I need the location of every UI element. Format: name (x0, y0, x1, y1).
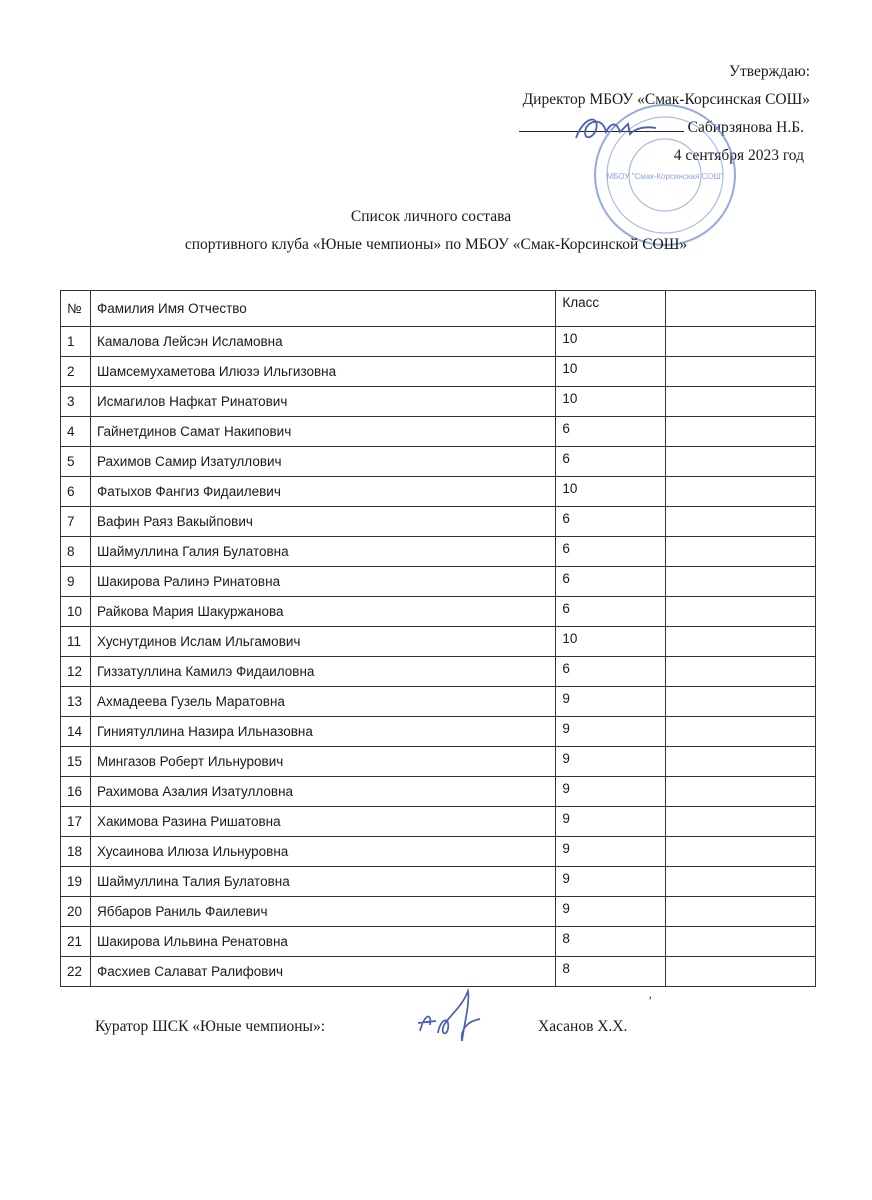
row-class: 9 (556, 687, 666, 717)
approval-date: 4 сентября 2023 год (673, 147, 804, 164)
row-number: 19 (61, 867, 91, 897)
table-row (61, 327, 816, 357)
row-number: 7 (61, 507, 91, 537)
roster-table (60, 290, 816, 987)
pen-mark: ʼ (648, 993, 653, 1008)
row-full-name: Хусаинова Илюза Ильнуровна (90, 837, 555, 867)
row-full-name: Фатыхов Фангиз Фидаилевич (90, 477, 555, 507)
row-empty-cell (666, 417, 816, 447)
row-class: 10 (556, 327, 666, 357)
row-empty-cell (666, 717, 816, 747)
row-empty-cell (666, 477, 816, 507)
row-class: 8 (556, 927, 666, 957)
approval-position: Директор МБОУ «Смак-Корсинская СОШ» (522, 91, 810, 108)
table-row (61, 837, 816, 867)
row-number: 16 (61, 777, 91, 807)
table-row (61, 807, 816, 837)
row-number: 11 (61, 627, 91, 657)
row-full-name: Шакирова Ралинэ Ринатовна (90, 567, 555, 597)
row-class: 9 (556, 867, 666, 897)
table-header-row (61, 291, 816, 327)
row-number: 22 (61, 957, 91, 987)
header-class: Класс (556, 291, 666, 327)
table-row (61, 447, 816, 477)
row-full-name: Шакирова Ильвина Ренатовна (90, 927, 555, 957)
curator-name: Хасанов Х.Х. (538, 1018, 628, 1035)
row-empty-cell (666, 597, 816, 627)
row-number: 2 (61, 357, 91, 387)
row-class: 6 (556, 417, 666, 447)
approval-name: Сабирзянова Н.Б. (687, 119, 804, 136)
row-full-name: Хакимова Разина Ришатовна (90, 807, 555, 837)
table-row (61, 687, 816, 717)
table-row (61, 417, 816, 447)
table-row (61, 747, 816, 777)
row-empty-cell (666, 687, 816, 717)
row-empty-cell (666, 387, 816, 417)
row-number: 12 (61, 657, 91, 687)
row-full-name: Гиниятуллина Назира Ильназовна (90, 717, 555, 747)
row-class: 9 (556, 717, 666, 747)
row-full-name: Фасхиев Салават Ралифович (90, 957, 555, 987)
row-number: 8 (61, 537, 91, 567)
document-subtitle: спортивного клуба «Юные чемпионы» по МБОУ «Смак-Корсинской СОШ» (184, 236, 688, 253)
row-full-name: Яббаров Раниль Фаилевич (90, 897, 555, 927)
curator-signature (410, 985, 500, 1045)
row-empty-cell (666, 507, 816, 537)
row-number: 4 (61, 417, 91, 447)
row-empty-cell (666, 537, 816, 567)
row-class: 9 (556, 777, 666, 807)
row-number: 20 (61, 897, 91, 927)
row-empty-cell (666, 747, 816, 777)
header-full-name: Фамилия Имя Отчество (90, 291, 555, 327)
row-empty-cell (666, 897, 816, 927)
row-empty-cell (666, 327, 816, 357)
table-row (61, 957, 816, 987)
row-class: 10 (556, 387, 666, 417)
row-number: 13 (61, 687, 91, 717)
table-row (61, 897, 816, 927)
row-full-name: Гайнетдинов Самат Накипович (90, 417, 555, 447)
row-full-name: Мингазов Роберт Ильнурович (90, 747, 555, 777)
table-row (61, 627, 816, 657)
row-number: 18 (61, 837, 91, 867)
director-signature (570, 110, 660, 146)
row-full-name: Шаймуллина Талия Булатовна (90, 867, 555, 897)
row-class: 10 (556, 627, 666, 657)
row-empty-cell (666, 807, 816, 837)
table-row (61, 357, 816, 387)
row-full-name: Шамсемухаметова Илюзэ Ильгизовна (90, 357, 555, 387)
row-full-name: Гиззатуллина Камилэ Фидаиловна (90, 657, 555, 687)
table-row (61, 387, 816, 417)
row-number: 3 (61, 387, 91, 417)
approval-heading: Утверждаю: (729, 63, 810, 80)
row-empty-cell (666, 627, 816, 657)
curator-label: Куратор ШСК «Юные чемпионы»: (95, 1018, 326, 1035)
row-class: 9 (556, 897, 666, 927)
row-class: 9 (556, 747, 666, 777)
row-full-name: Ахмадеева Гузель Маратовна (90, 687, 555, 717)
row-full-name: Камалова Лейсэн Исламовна (90, 327, 555, 357)
row-number: 21 (61, 927, 91, 957)
table-row (61, 477, 816, 507)
row-empty-cell (666, 957, 816, 987)
row-class: 6 (556, 537, 666, 567)
row-number: 14 (61, 717, 91, 747)
row-number: 1 (61, 327, 91, 357)
row-full-name: Райкова Мария Шакуржанова (90, 597, 555, 627)
row-class: 9 (556, 807, 666, 837)
row-empty-cell (666, 867, 816, 897)
row-empty-cell (666, 357, 816, 387)
row-class: 9 (556, 837, 666, 867)
table-row (61, 597, 816, 627)
row-full-name: Вафин Раяз Вакыйпович (90, 507, 555, 537)
row-number: 17 (61, 807, 91, 837)
table-row (61, 567, 816, 597)
header-empty (666, 291, 816, 327)
row-number: 10 (61, 597, 91, 627)
row-empty-cell (666, 777, 816, 807)
table-row (61, 657, 816, 687)
table-row (61, 777, 816, 807)
table-row (61, 717, 816, 747)
table-row (61, 927, 816, 957)
row-full-name: Рахимова Азалия Изатулловна (90, 777, 555, 807)
row-empty-cell (666, 927, 816, 957)
table-row (61, 867, 816, 897)
header-number: № (61, 291, 91, 327)
row-class: 10 (556, 357, 666, 387)
document-title: Список личного состава (350, 208, 512, 225)
row-empty-cell (666, 657, 816, 687)
row-full-name: Исмагилов Нафкат Ринатович (90, 387, 555, 417)
row-empty-cell (666, 447, 816, 477)
row-number: 5 (61, 447, 91, 477)
row-class: 6 (556, 597, 666, 627)
row-full-name: Хуснутдинов Ислам Ильгамович (90, 627, 555, 657)
row-full-name: Шаймуллина Галия Булатовна (90, 537, 555, 567)
row-empty-cell (666, 837, 816, 867)
row-class: 6 (556, 657, 666, 687)
row-class: 10 (556, 477, 666, 507)
row-number: 15 (61, 747, 91, 777)
row-class: 6 (556, 507, 666, 537)
table-row (61, 507, 816, 537)
row-class: 6 (556, 447, 666, 477)
stamp-text: МБОУ "Смак-Корсинская СОШ" (606, 172, 724, 181)
table-row (61, 537, 816, 567)
row-number: 9 (61, 567, 91, 597)
row-number: 6 (61, 477, 91, 507)
row-class: 8 (556, 957, 666, 987)
row-empty-cell (666, 567, 816, 597)
row-class: 6 (556, 567, 666, 597)
row-full-name: Рахимов Самир Изатуллович (90, 447, 555, 477)
